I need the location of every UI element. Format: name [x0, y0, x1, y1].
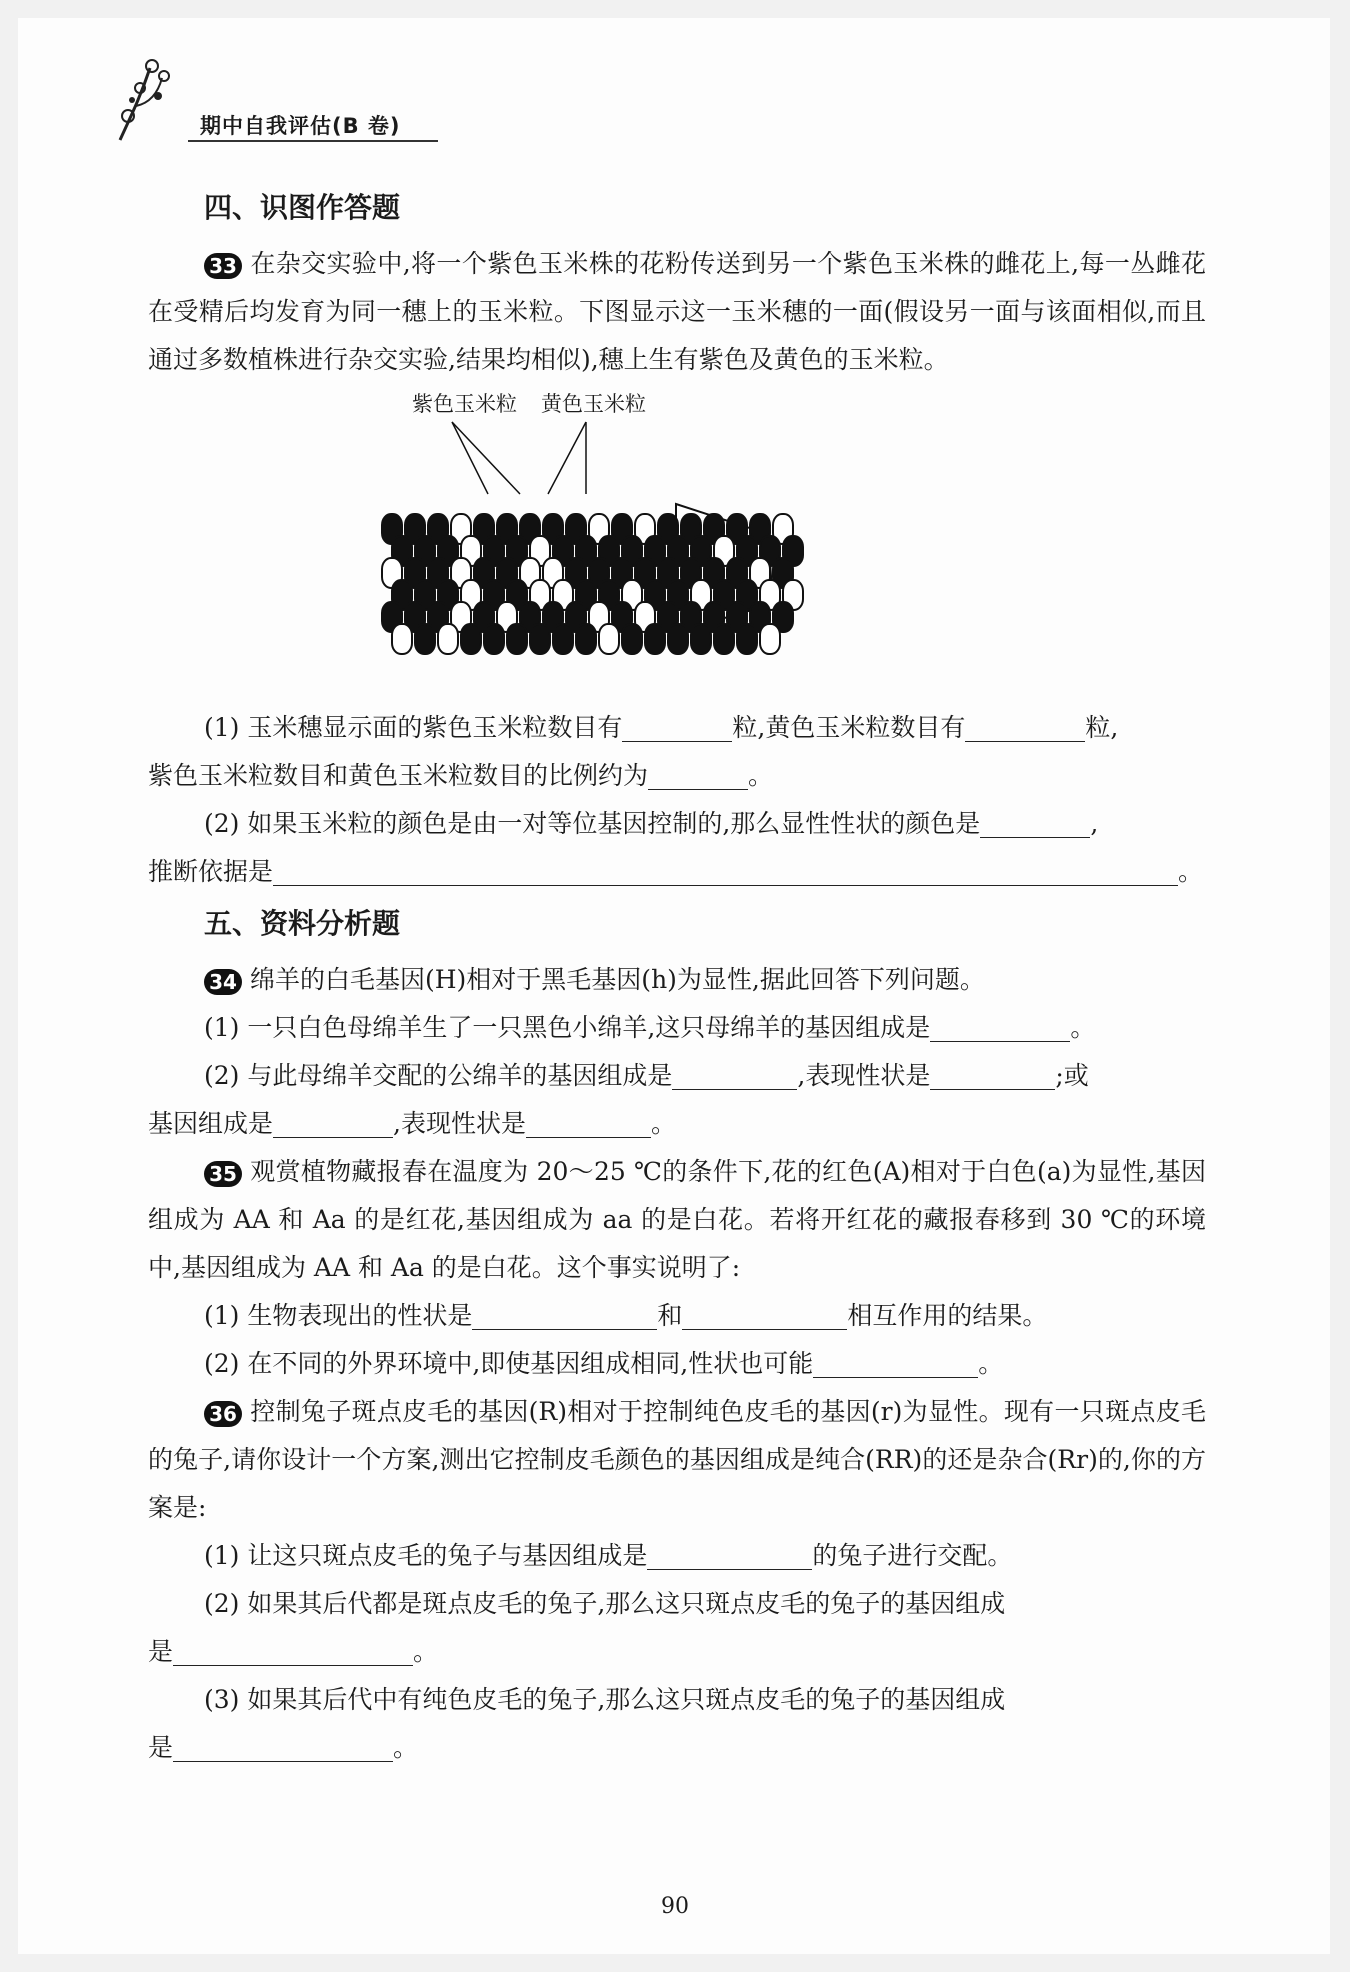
factor-blank-1[interactable] [472, 1299, 657, 1330]
q33-sub1-cont [148, 752, 1206, 800]
flower-branch-icon [110, 48, 190, 148]
q36-sub2-cont [148, 1628, 1206, 1676]
q36-sub2-text-c: 。 [413, 1637, 439, 1666]
q36-sub3 [148, 1676, 1206, 1724]
q34-sub2-text-b: ,表现性状是 [797, 1061, 931, 1090]
q34-sub2-text-a: (2) 与此母绵羊交配的公绵羊的基因组成是 [204, 1061, 673, 1090]
purple-kernel [553, 624, 573, 654]
purple-kernel [576, 624, 596, 654]
purple-kernel [737, 624, 757, 654]
header-title: 期中自我评估(B 卷) [200, 114, 401, 138]
q34-number-badge: 34 [204, 969, 242, 995]
q33-sub1-text-d: 紫色玉米粒数目和黄色玉米粒数目的比例约为 [148, 761, 649, 790]
q34-sub2-text-f: 。 [650, 1109, 676, 1138]
test-cross-genotype-blank[interactable] [647, 1539, 812, 1570]
q35-sub2 [148, 1340, 1206, 1388]
q33-sub2-text-d: 。 [1178, 857, 1204, 886]
heterozygous-result-blank[interactable] [173, 1731, 393, 1762]
pointer-line [452, 422, 520, 494]
reasoning-blank[interactable] [273, 855, 1178, 886]
ratio-blank[interactable] [648, 759, 748, 790]
purple-kernel [668, 624, 688, 654]
homozygous-result-blank[interactable] [173, 1635, 413, 1666]
yellow-kernel [392, 624, 412, 654]
q36-stem-text: 控制兔子斑点皮毛的基因(R)相对于控制纯色皮毛的基因(r)为显性。现有一只斑点皮毛的兔子,请你设计一个方案,测出它控制皮毛颜色的基因组成是纯合(RR)的还是杂合(Rr)的,你的方案是: [148, 1397, 1206, 1522]
q33-sub2-text-a: (2) 如果玉米粒的颜色是由一对等位基因控制的,那么显性性状的颜色是 [204, 809, 981, 838]
q36-sub3-text-a: (3) 如果其后代中有纯色皮毛的兔子,那么这只斑点皮毛的兔子的基因组成 [204, 1685, 1006, 1714]
q36-sub3-cont [148, 1724, 1206, 1772]
purple-kernel [461, 624, 481, 654]
trait-change-blank[interactable] [813, 1347, 978, 1378]
header [130, 48, 450, 148]
q33-stem-text: 在杂交实验中,将一个紫色玉米株的花粉传送到另一个紫色玉米株的雌花上,每一丛雌花在受精后均发育为同一穗上的玉米粒。下图显示这一玉米穗的一面(假设另一面与该面相似,而且通过多数植株进行杂交实验,结果均相似),穗上生有紫色及黄色的玉米粒。 [148, 249, 1206, 374]
q33-number-badge: 33 [204, 253, 242, 279]
q33-sub2-cont [148, 848, 1206, 896]
q33-sub1-text-c: 粒, [1085, 713, 1119, 742]
q34-sub2-text-e: ,表现性状是 [393, 1109, 526, 1138]
q36-sub1 [148, 1532, 1206, 1580]
q33-sub1-text-b: 粒,黄色玉米粒数目有 [732, 713, 966, 742]
q36-sub2 [148, 1580, 1206, 1628]
yellow-kernel [438, 624, 458, 654]
factor-blank-2[interactable] [682, 1299, 847, 1330]
purple-kernel [714, 624, 734, 654]
q35-sub1 [148, 1292, 1206, 1340]
purple-kernel [622, 624, 642, 654]
q36-stem [148, 1388, 1206, 1532]
q35-sub2-text-b: 。 [978, 1349, 1004, 1378]
header-divider [188, 140, 438, 142]
pointer-line [548, 422, 586, 494]
q33-stem [148, 240, 1206, 384]
q33-sub1 [148, 704, 1206, 752]
purple-kernel [645, 624, 665, 654]
q33-sub2 [148, 800, 1206, 848]
father-genotype-blank-1[interactable] [672, 1059, 797, 1090]
q34-sub2-text-c: ;或 [1055, 1061, 1089, 1090]
father-trait-blank-1[interactable] [930, 1059, 1055, 1090]
q36-sub3-text-b: 是 [148, 1733, 174, 1762]
yellow-kernel [599, 624, 619, 654]
q36-sub3-text-c: 。 [393, 1733, 419, 1762]
purple-count-blank[interactable] [622, 711, 732, 742]
q35-number-badge: 35 [204, 1161, 242, 1187]
pointer-line [452, 422, 488, 494]
yellow-count-blank[interactable] [965, 711, 1085, 742]
purple-kernel [415, 624, 435, 654]
q33-sub2-text-b: , [1090, 809, 1099, 838]
purple-kernel [691, 624, 711, 654]
father-genotype-blank-2[interactable] [273, 1107, 393, 1138]
q35-sub1-text-b: 和 [657, 1301, 683, 1330]
section-4-title: 四、识图作答题 [204, 191, 401, 224]
q34-sub2-cont [148, 1100, 1206, 1148]
purple-kernel [530, 624, 550, 654]
q34-stem-text: 绵羊的白毛基因(H)相对于黑毛基因(h)为显性,据此回答下列问题。 [250, 965, 985, 994]
q36-sub2-text-a: (2) 如果其后代都是斑点皮毛的兔子,那么这只斑点皮毛的兔子的基因组成 [204, 1589, 1006, 1618]
q34-sub1-text-b: 。 [1070, 1013, 1096, 1042]
dominant-color-blank[interactable] [980, 807, 1090, 838]
q36-sub2-text-b: 是 [148, 1637, 174, 1666]
q35-sub1-text-c: 相互作用的结果。 [847, 1301, 1048, 1330]
q34-sub1 [148, 1004, 1206, 1052]
content [148, 180, 1206, 1772]
q33-sub2-text-c: 推断依据是 [148, 857, 274, 886]
q33-sub1-text-a: (1) 玉米穗显示面的紫色玉米粒数目有 [204, 713, 623, 742]
father-trait-blank-2[interactable] [526, 1107, 651, 1138]
q34-sub2 [148, 1052, 1206, 1100]
q35-stem [148, 1148, 1206, 1292]
q36-sub1-text-a: (1) 让这只斑点皮毛的兔子与基因组成是 [204, 1541, 648, 1570]
q35-sub2-text-a: (2) 在不同的外界环境中,即使基因组成相同,性状也可能 [204, 1349, 814, 1378]
q34-sub2-text-d: 基因组成是 [148, 1109, 274, 1138]
q36-number-badge: 36 [204, 1401, 242, 1427]
q36-sub1-text-b: 的兔子进行交配。 [812, 1541, 1013, 1570]
purple-kernel [484, 624, 504, 654]
corn-ear-figure [148, 384, 1206, 704]
mother-genotype-blank[interactable] [930, 1011, 1070, 1042]
q35-stem-text: 观赏植物藏报春在温度为 20～25 ℃的条件下,花的红色(A)相对于白色(a)为显性,基因组成为 AA 和 Aa 的是红花,基因组成为 aa 的是白花。若将开红花的藏报春移到 30 ℃的环境中,基因组成为 AA 和 Aa 的是白花。这个事实说明了: [148, 1157, 1206, 1282]
purple-kernel [507, 624, 527, 654]
label-purple-kernel: 紫色玉米粒 [412, 392, 517, 416]
q33-sub1-text-e: 。 [748, 761, 774, 790]
section-5-title: 五、资料分析题 [204, 907, 401, 940]
page-number: 90 [661, 1894, 689, 1919]
yellow-kernel [760, 624, 780, 654]
q34-stem [148, 956, 1206, 1004]
label-yellow-kernel: 黄色玉米粒 [541, 392, 646, 416]
q35-sub1-text-a: (1) 生物表现出的性状是 [204, 1301, 473, 1330]
corn-ear-drawing [148, 384, 1206, 704]
q34-sub1-text-a: (1) 一只白色母绵羊生了一只黑色小绵羊,这只母绵羊的基因组成是 [204, 1013, 931, 1042]
